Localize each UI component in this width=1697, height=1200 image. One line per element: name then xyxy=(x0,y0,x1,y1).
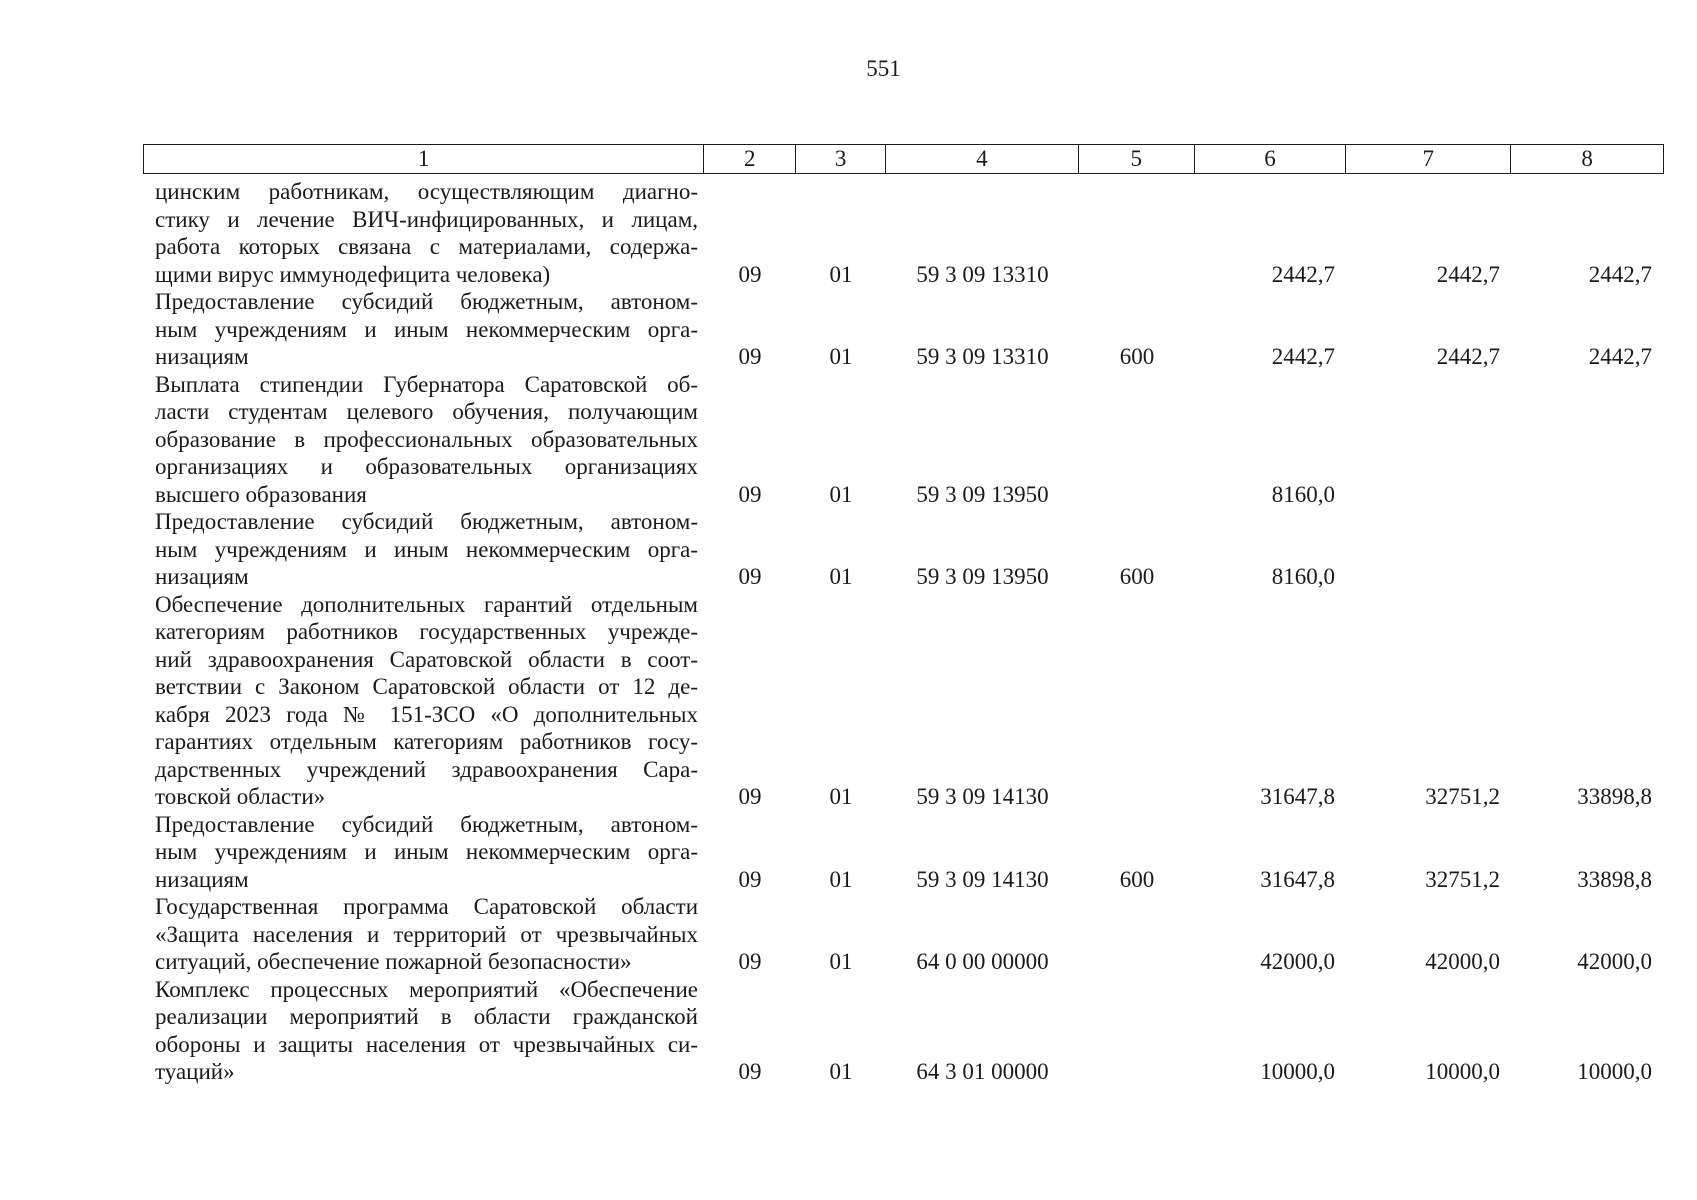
cell-amount-year-3: 42000,0 xyxy=(1577,949,1652,974)
cell-section: 09 xyxy=(738,866,762,892)
cell-amount-year-1: 31647,8 xyxy=(1260,866,1335,892)
cell-target-code: 59 3 09 13310 xyxy=(916,261,1049,287)
cell-subsection: 01 xyxy=(829,866,853,892)
cell-amount-year-2: 2442,7 xyxy=(1436,344,1500,369)
cell-target-code: 59 3 09 13950 xyxy=(916,564,1049,589)
table-row xyxy=(143,811,1664,894)
cell-section: 09 xyxy=(738,949,762,974)
table-row xyxy=(143,508,1664,591)
cell-target-code: 59 3 09 14130 xyxy=(916,784,1049,809)
table-row xyxy=(143,893,1664,976)
description-line: высшего образования xyxy=(155,481,367,507)
cell-description xyxy=(143,976,704,1086)
cell-amount-year-2: 10000,0 xyxy=(1425,1059,1500,1084)
cell-amount-year-2: 32751,2 xyxy=(1425,866,1500,892)
cell-expense-type: 600 xyxy=(1119,344,1155,369)
header-col-2: 2 xyxy=(704,145,796,173)
cell-section: 09 xyxy=(738,784,762,809)
description-line: стику и лечение ВИЧ-инфицированных, и лицам, xyxy=(155,206,698,232)
cell-subsection: 01 xyxy=(829,1059,853,1084)
description-line: туаций» xyxy=(155,1059,235,1084)
description-line: ний здравоохранения Саратовской области в соот- xyxy=(155,646,698,672)
table-body xyxy=(143,178,1664,1086)
cell-section: 09 xyxy=(738,564,762,589)
header-col-5: 5 xyxy=(1079,145,1195,173)
description-line: Обеспечение дополнительных гарантий отдельным xyxy=(155,591,698,617)
cell-description xyxy=(143,288,704,371)
cell-amount-year-2: 2442,7 xyxy=(1436,261,1500,287)
page-number: 551 xyxy=(866,56,901,81)
cell-description xyxy=(143,893,704,976)
header-col-4: 4 xyxy=(886,145,1079,173)
cell-target-code: 59 3 09 14130 xyxy=(916,866,1049,892)
cell-section: 09 xyxy=(738,344,762,369)
description-line: гарантиях отдельным категориям работников госу- xyxy=(155,729,698,754)
cell-subsection: 01 xyxy=(829,344,853,369)
cell-description xyxy=(143,508,704,591)
description-line: Выплата стипендии Губернатора Саратовской об- xyxy=(155,371,698,397)
description-line: ным учреждениям и иным некоммерческим орга- xyxy=(155,839,698,864)
cell-subsection: 01 xyxy=(829,261,853,287)
cell-target-code: 59 3 09 13310 xyxy=(916,344,1049,369)
description-line: товской области» xyxy=(155,784,326,809)
table-header xyxy=(143,144,1664,174)
description-line: организациях и образовательных организациях xyxy=(155,454,698,479)
cell-amount-year-1: 2442,7 xyxy=(1271,261,1335,287)
cell-description xyxy=(143,591,704,811)
cell-amount-year-3: 33898,8 xyxy=(1577,866,1652,892)
table-row xyxy=(143,976,1664,1086)
cell-expense-type: 600 xyxy=(1119,564,1155,589)
description-line: реализации мероприятий в области гражданской xyxy=(155,1004,698,1029)
description-line: ным учреждениям и иным некоммерческим орга- xyxy=(155,316,698,342)
cell-description xyxy=(143,178,704,288)
table-row xyxy=(143,288,1664,371)
cell-description xyxy=(143,811,704,894)
cell-amount-year-1: 2442,7 xyxy=(1271,344,1335,369)
description-line: Государственная программа Саратовской области xyxy=(155,894,698,919)
description-line: Комплекс процессных мероприятий «Обеспечение xyxy=(155,976,698,1002)
cell-target-code: 64 0 00 00000 xyxy=(916,949,1049,974)
cell-subsection: 01 xyxy=(829,481,853,507)
description-line: низациям xyxy=(155,866,249,892)
table-row xyxy=(143,591,1664,811)
cell-amount-year-1: 10000,0 xyxy=(1260,1059,1335,1084)
header-col-7: 7 xyxy=(1346,145,1511,173)
cell-subsection: 01 xyxy=(829,564,853,589)
description-line: «Защита населения и территорий от чрезвычайных xyxy=(155,921,698,947)
table-row xyxy=(143,178,1664,288)
description-line: ветствии с Законом Саратовской области от 12 де- xyxy=(155,674,698,699)
cell-amount-year-3: 10000,0 xyxy=(1577,1059,1652,1084)
cell-section: 09 xyxy=(738,1059,762,1084)
description-line: категориям работников государственных учрежде- xyxy=(155,619,698,644)
table-row xyxy=(143,371,1664,509)
header-col-1: 1 xyxy=(144,145,704,173)
description-line: обороны и защиты населения от чрезвычайных си- xyxy=(155,1031,698,1057)
cell-expense-type: 600 xyxy=(1119,866,1155,892)
description-line: Предоставление субсидий бюджетным, автоном- xyxy=(155,289,698,314)
cell-section: 09 xyxy=(738,481,762,507)
cell-amount-year-3: 2442,7 xyxy=(1588,344,1652,369)
cell-target-code: 59 3 09 13950 xyxy=(916,481,1049,507)
description-line: ным учреждениям и иным некоммерческим орга- xyxy=(155,536,698,562)
cell-amount-year-2: 42000,0 xyxy=(1425,949,1500,974)
cell-subsection: 01 xyxy=(829,784,853,809)
description-line: образование в профессиональных образовательных xyxy=(155,426,698,452)
description-line: Предоставление субсидий бюджетным, автоном- xyxy=(155,811,698,837)
description-line: кабря 2023 года № 151-ЗСО «О дополнительных xyxy=(155,701,698,727)
description-line: ситуаций, обеспечение пожарной безопасности» xyxy=(155,949,632,974)
header-col-8: 8 xyxy=(1581,146,1593,171)
cell-subsection: 01 xyxy=(829,949,853,974)
description-line: щими вирус иммунодефицита человека) xyxy=(155,261,551,287)
description-line: ласти студентам целевого обучения, получающим xyxy=(155,399,698,424)
cell-amount-year-1: 8160,0 xyxy=(1271,481,1335,507)
description-line: низациям xyxy=(155,344,249,369)
description-line: низациям xyxy=(155,564,249,589)
cell-amount-year-1: 31647,8 xyxy=(1260,784,1335,809)
description-line: цинским работникам, осуществляющим диагно- xyxy=(155,179,698,204)
header-col-3: 3 xyxy=(796,145,886,173)
description-line: Предоставление субсидий бюджетным, автоном- xyxy=(155,509,698,534)
description-line: работа которых связана с материалами, содержа- xyxy=(155,234,698,259)
cell-amount-year-2: 32751,2 xyxy=(1425,784,1500,809)
cell-amount-year-1: 8160,0 xyxy=(1271,564,1335,589)
description-line: дарственных учреждений здравоохранения Сара- xyxy=(155,756,698,782)
header-col-6: 6 xyxy=(1195,145,1347,173)
cell-description xyxy=(143,371,704,509)
cell-target-code: 64 3 01 00000 xyxy=(916,1059,1049,1084)
cell-section: 09 xyxy=(738,261,762,287)
cell-amount-year-3: 33898,8 xyxy=(1577,784,1652,809)
cell-amount-year-1: 42000,0 xyxy=(1260,949,1335,974)
cell-amount-year-3: 2442,7 xyxy=(1588,261,1652,287)
